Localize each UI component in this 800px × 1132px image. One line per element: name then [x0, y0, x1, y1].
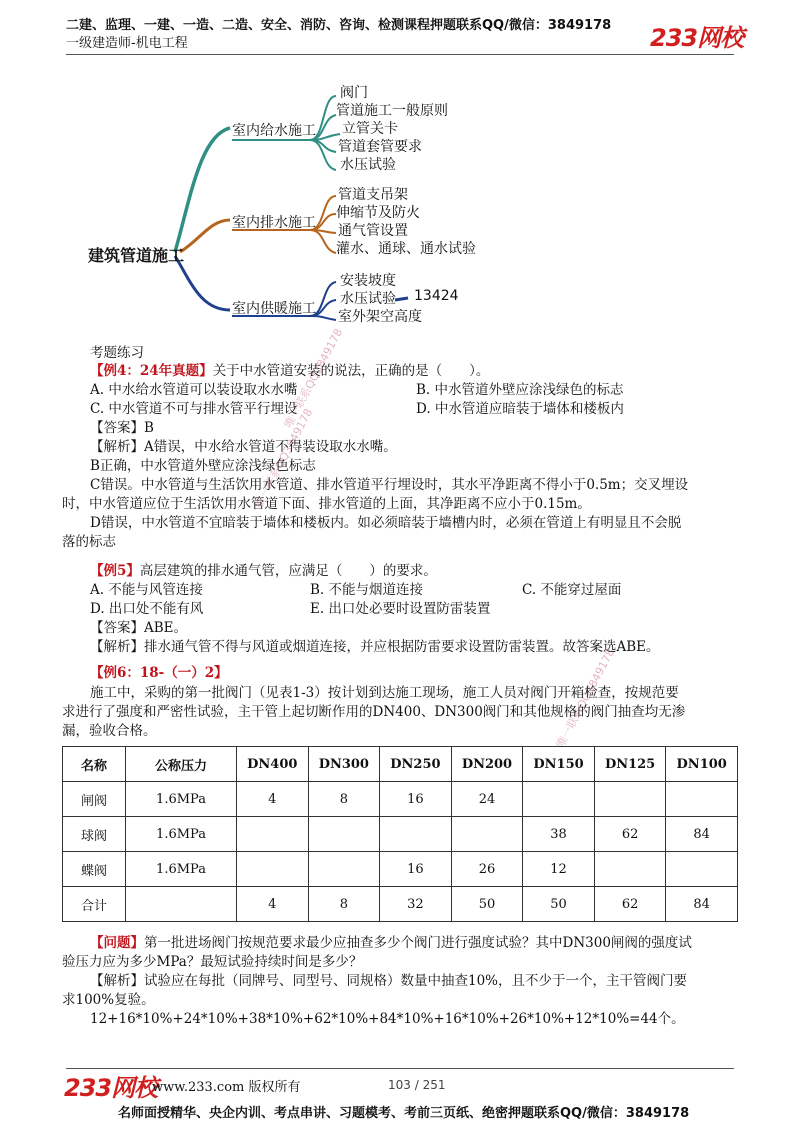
table-header: DN125	[594, 747, 666, 782]
mindmap-branch-heating: 室内供暖施工	[232, 301, 316, 317]
table-cell	[666, 782, 738, 817]
table-cell: 84	[666, 817, 738, 852]
q4-analysis-line: 时，中水管道应位于生活饮用水管道下面、排水管道的上面，其净距离不应小于0.15m。	[62, 496, 591, 512]
q5-answer: 【答案】ABE。	[90, 620, 188, 636]
table-cell	[308, 817, 380, 852]
watermark: 唯一联系QQ3849178	[281, 326, 346, 430]
table-cell: 1.6MPa	[126, 852, 237, 887]
q4-tag: 【例4：24年真题】	[90, 363, 213, 379]
q4-analysis-line: C错误。中水管道与生活饮用水管道、排水管道平行埋设时，其水平净距离不得小于0.5m；交叉埋设	[90, 477, 689, 493]
mindmap-leaf: 管道施工一般原则	[336, 103, 448, 119]
table-cell	[523, 782, 595, 817]
mindmap-leaf: 灌水、通球、通水试验	[336, 241, 476, 257]
table-cell: 62	[594, 817, 666, 852]
footer-promo: 名师面授精华、央企内训、考点串讲、习题模考、考前三页纸、绝密押题联系QQ/微信：3849178	[118, 1106, 690, 1121]
table-header: 公称压力	[126, 747, 237, 782]
table-row	[63, 817, 738, 852]
table-cell	[666, 852, 738, 887]
mindmap-leaf: 通气管设置	[338, 223, 408, 239]
table-row	[63, 782, 738, 817]
table-cell: 50	[451, 887, 523, 922]
q4-stem: 关于中水管道安装的说法，正确的是（ ）。	[212, 363, 490, 379]
table-cell: 4	[237, 887, 309, 922]
q5-stem-line	[90, 562, 437, 581]
q6-analysis-tag: 【解析】	[90, 973, 144, 989]
table-cell: 50	[523, 887, 595, 922]
section-title: 考题练习	[90, 345, 144, 361]
q6-text-line: 漏，验收合格。	[62, 723, 157, 739]
table-cell: 8	[308, 782, 380, 817]
q6-formula: 12+16*10%+24*10%+38*10%+62*10%+84*10%+16*10%+26*10%+12*10%=44个。	[90, 1011, 685, 1027]
q6-analysis-line: 求100%复验。	[62, 992, 155, 1008]
mindmap-branch-drainage: 室内排水施工	[232, 215, 316, 231]
table-header: DN150	[523, 747, 595, 782]
table-cell: 球阀	[63, 817, 126, 852]
table-cell	[594, 782, 666, 817]
mindmap-note: 13424	[414, 288, 459, 304]
brand-logo: 233网校	[650, 24, 744, 52]
q4-analysis-line: B正确，中水管道外壁应涂浅绿色标志	[90, 458, 316, 474]
mindmap-leaf: 管道套管要求	[338, 139, 422, 155]
q6-text-line: 求进行了强度和严密性试验，主干管上起切断作用的DN400、DN300阀门和其他规格的阀门抽查均无渗	[62, 704, 686, 720]
header-subtitle: 一级建造师-机电工程	[66, 36, 188, 51]
mindmap-leaf: 阀门	[340, 85, 368, 101]
q4-option-c: C. 中水管道不可与排水管平行埋设	[90, 401, 298, 417]
table-cell: 蝶阀	[63, 852, 126, 887]
table-cell	[237, 852, 309, 887]
table-cell: 16	[380, 852, 452, 887]
table-cell: 闸阀	[63, 782, 126, 817]
q6-analysis-line: 【解析】试验应在每批（同牌号、同型号、同规格）数量中抽查10%，且不少于一个，主干管阀门要	[90, 973, 688, 989]
q4-option-d: D. 中水管道应暗装于墙体和楼板内	[416, 401, 624, 417]
table-cell	[594, 852, 666, 887]
table-header: DN300	[308, 747, 380, 782]
table-cell	[308, 852, 380, 887]
table-cell: 32	[380, 887, 452, 922]
q5-option-a: A. 不能与风管连接	[90, 582, 203, 598]
q4-analysis-line: 落的标志	[62, 534, 116, 550]
mindmap-leaf: 立管关卡	[342, 121, 398, 137]
q5-option-d: D. 出口处不能有风	[90, 601, 204, 617]
mindmap-leaf: 水压试验	[340, 291, 396, 307]
table-header: DN250	[380, 747, 452, 782]
mindmap-connectors	[0, 0, 800, 340]
q5-option-b: B. 不能与烟道连接	[310, 582, 424, 598]
footer-url: www.233.com 版权所有	[152, 1080, 301, 1095]
q4-option-a: A. 中水给水管道可以装设取水水嘴	[90, 382, 298, 398]
table-cell: 24	[451, 782, 523, 817]
page-number: 103 / 251	[388, 1078, 446, 1092]
table-cell: 16	[380, 782, 452, 817]
mindmap-leaf: 水压试验	[340, 157, 396, 173]
q4-analysis-line: 【解析】A错误，中水给水管道不得装设取水水嘴。	[90, 439, 397, 455]
q5-option-c: C. 不能穿过屋面	[522, 582, 622, 598]
watermark: 唯一联系QQ3849178	[251, 406, 316, 510]
mindmap-leaf: 室外架空高度	[338, 309, 422, 325]
watermark: 唯一联系QQ3849178	[553, 646, 618, 750]
q6-question-tag: 【问题】	[90, 935, 144, 951]
footer-rule	[66, 1068, 734, 1069]
q6-question-line: 【问题】第一批进场阀门按规范要求最少应抽查多少个阀门进行强度试验？其中DN300闸阀的强度试	[90, 935, 692, 951]
table-header-row	[63, 747, 738, 782]
table-cell	[126, 887, 237, 922]
q6-text-line: 施工中，采购的第一批阀门（见表1-3）按计划到达施工现场，施工人员对阀门开箱检查，按规范要	[90, 685, 679, 701]
table-header: DN100	[666, 747, 738, 782]
table-cell: 12	[523, 852, 595, 887]
table-cell: 8	[308, 887, 380, 922]
q5-option-e: E. 出口处必要时设置防雷装置	[310, 601, 491, 617]
table-cell: 84	[666, 887, 738, 922]
q5-tag: 【例5】	[90, 563, 140, 579]
table-cell: 1.6MPa	[126, 817, 237, 852]
valve-table	[62, 746, 738, 922]
table-header: DN400	[237, 747, 309, 782]
q5-analysis: 【解析】排水通气管不得与风道或烟道连接，并应根据防雷要求设置防雷装置。故答案选ABE。	[90, 639, 660, 655]
mindmap-branch-water-supply: 室内给水施工	[232, 123, 316, 139]
q6-question-line: 验压力应为多少MPa？最短试验持续时间是多少？	[62, 954, 363, 970]
table-row	[63, 852, 738, 887]
table-cell: 合计	[63, 887, 126, 922]
mindmap-leaf: 伸缩节及防火	[336, 205, 420, 221]
table-cell: 38	[523, 817, 595, 852]
table-cell: 4	[237, 782, 309, 817]
footer-logo: 233网校	[64, 1074, 158, 1102]
q6-tag: 【例6：18-（一）2】	[90, 665, 228, 681]
table-cell	[237, 817, 309, 852]
q4-stem-line	[90, 362, 489, 381]
table-row	[63, 887, 738, 922]
q4-option-b: B. 中水管道外壁应涂浅绿色的标志	[416, 382, 624, 398]
q5-stem: 高层建筑的排水通气管，应满足（ ）的要求。	[139, 563, 437, 579]
mindmap-leaf: 安装坡度	[340, 273, 396, 289]
q4-answer: 【答案】B	[90, 420, 154, 436]
table-cell: 62	[594, 887, 666, 922]
table-header: 名称	[63, 747, 126, 782]
mindmap-leaf: 管道支吊架	[338, 187, 408, 203]
q4-analysis-line: D错误，中水管道不宜暗装于墙体和楼板内。如必须暗装于墙槽内时，必须在管道上有明显且不会脱	[90, 515, 682, 531]
table-cell: 26	[451, 852, 523, 887]
mindmap-root: 建筑管道施工	[88, 246, 185, 265]
table-header: DN200	[451, 747, 523, 782]
table-cell: 1.6MPa	[126, 782, 237, 817]
table-cell	[451, 817, 523, 852]
table-cell	[380, 817, 452, 852]
header-promo: 二建、监理、一建、一造、二造、安全、消防、咨询、检测课程押题联系QQ/微信：3849178	[66, 18, 612, 33]
